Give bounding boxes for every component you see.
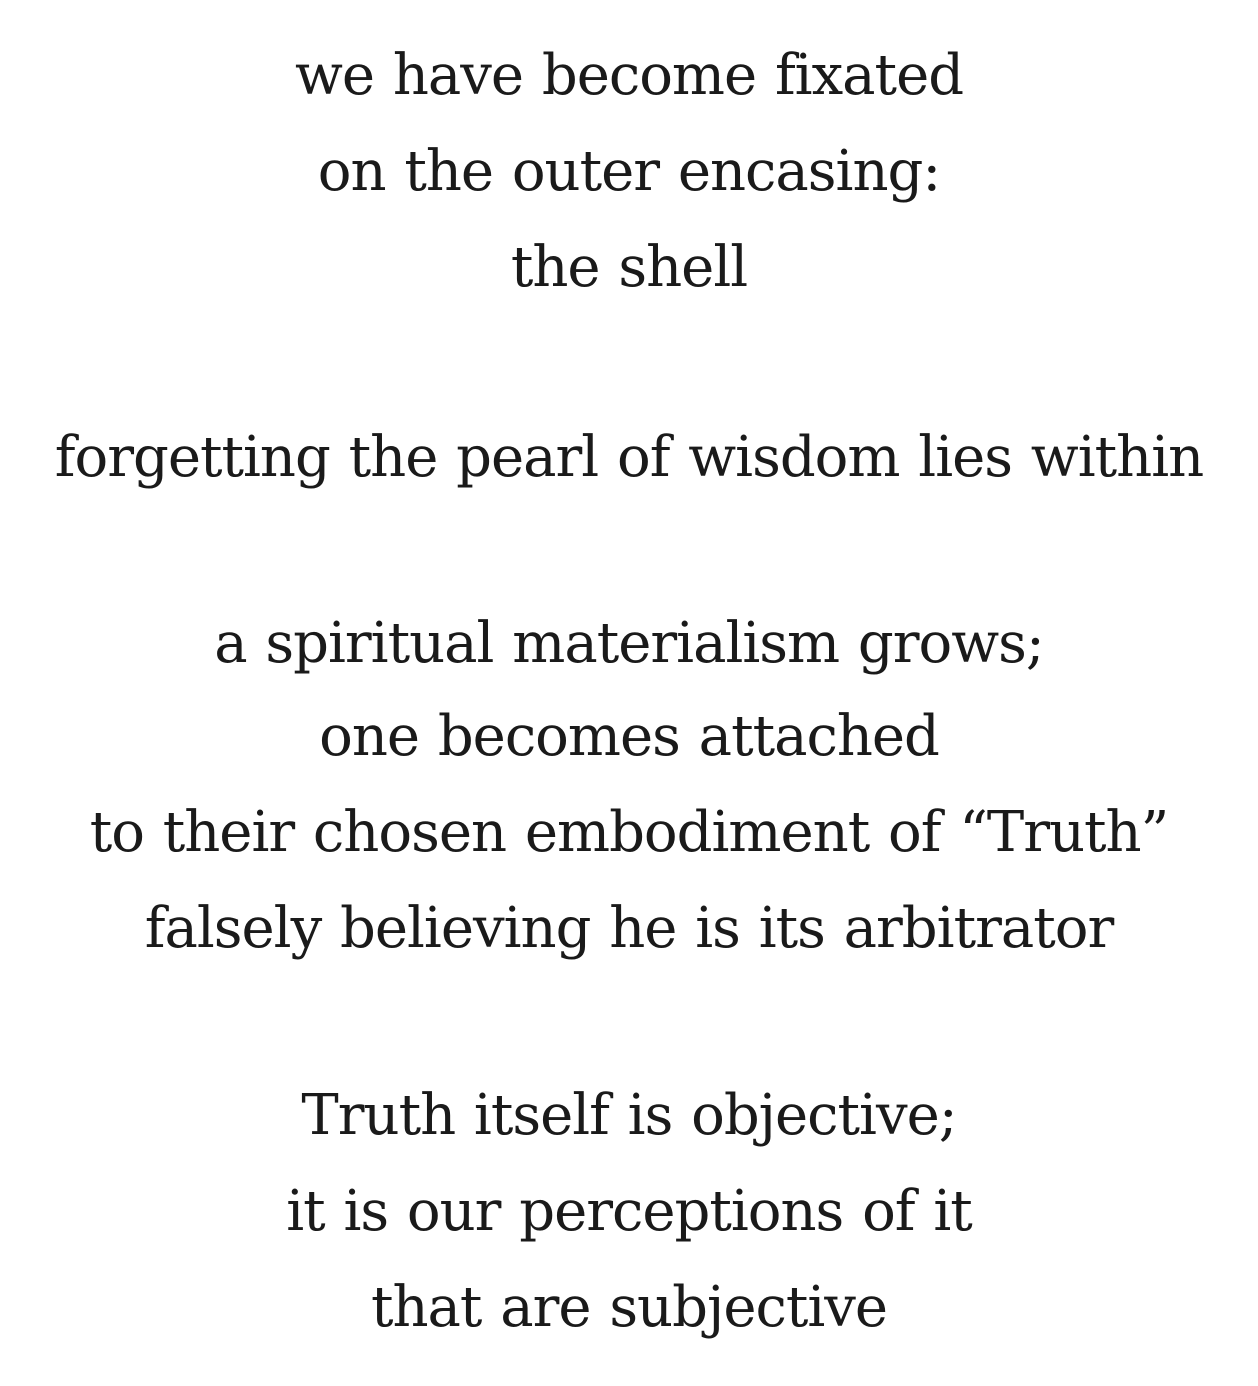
poem-line: a spiritual materialism grows; bbox=[214, 611, 1044, 676]
poem-line: to their chosen embodiment of “Truth” bbox=[89, 800, 1169, 865]
poem-line: that are subjective bbox=[370, 1275, 888, 1340]
poem-line: it is our perceptions of it bbox=[286, 1179, 972, 1244]
poem-line: on the outer encasing: bbox=[317, 139, 941, 204]
poem-line: forgetting the pearl of wisdom lies within bbox=[54, 425, 1204, 490]
poem-line: the shell bbox=[510, 235, 748, 300]
poem-line: one becomes attached bbox=[319, 704, 939, 769]
poem-line: Truth itself is objective; bbox=[301, 1083, 957, 1148]
poem-line: falsely believing he is its arbitrator bbox=[144, 896, 1114, 961]
poem-line: we have become fixated bbox=[294, 43, 964, 108]
